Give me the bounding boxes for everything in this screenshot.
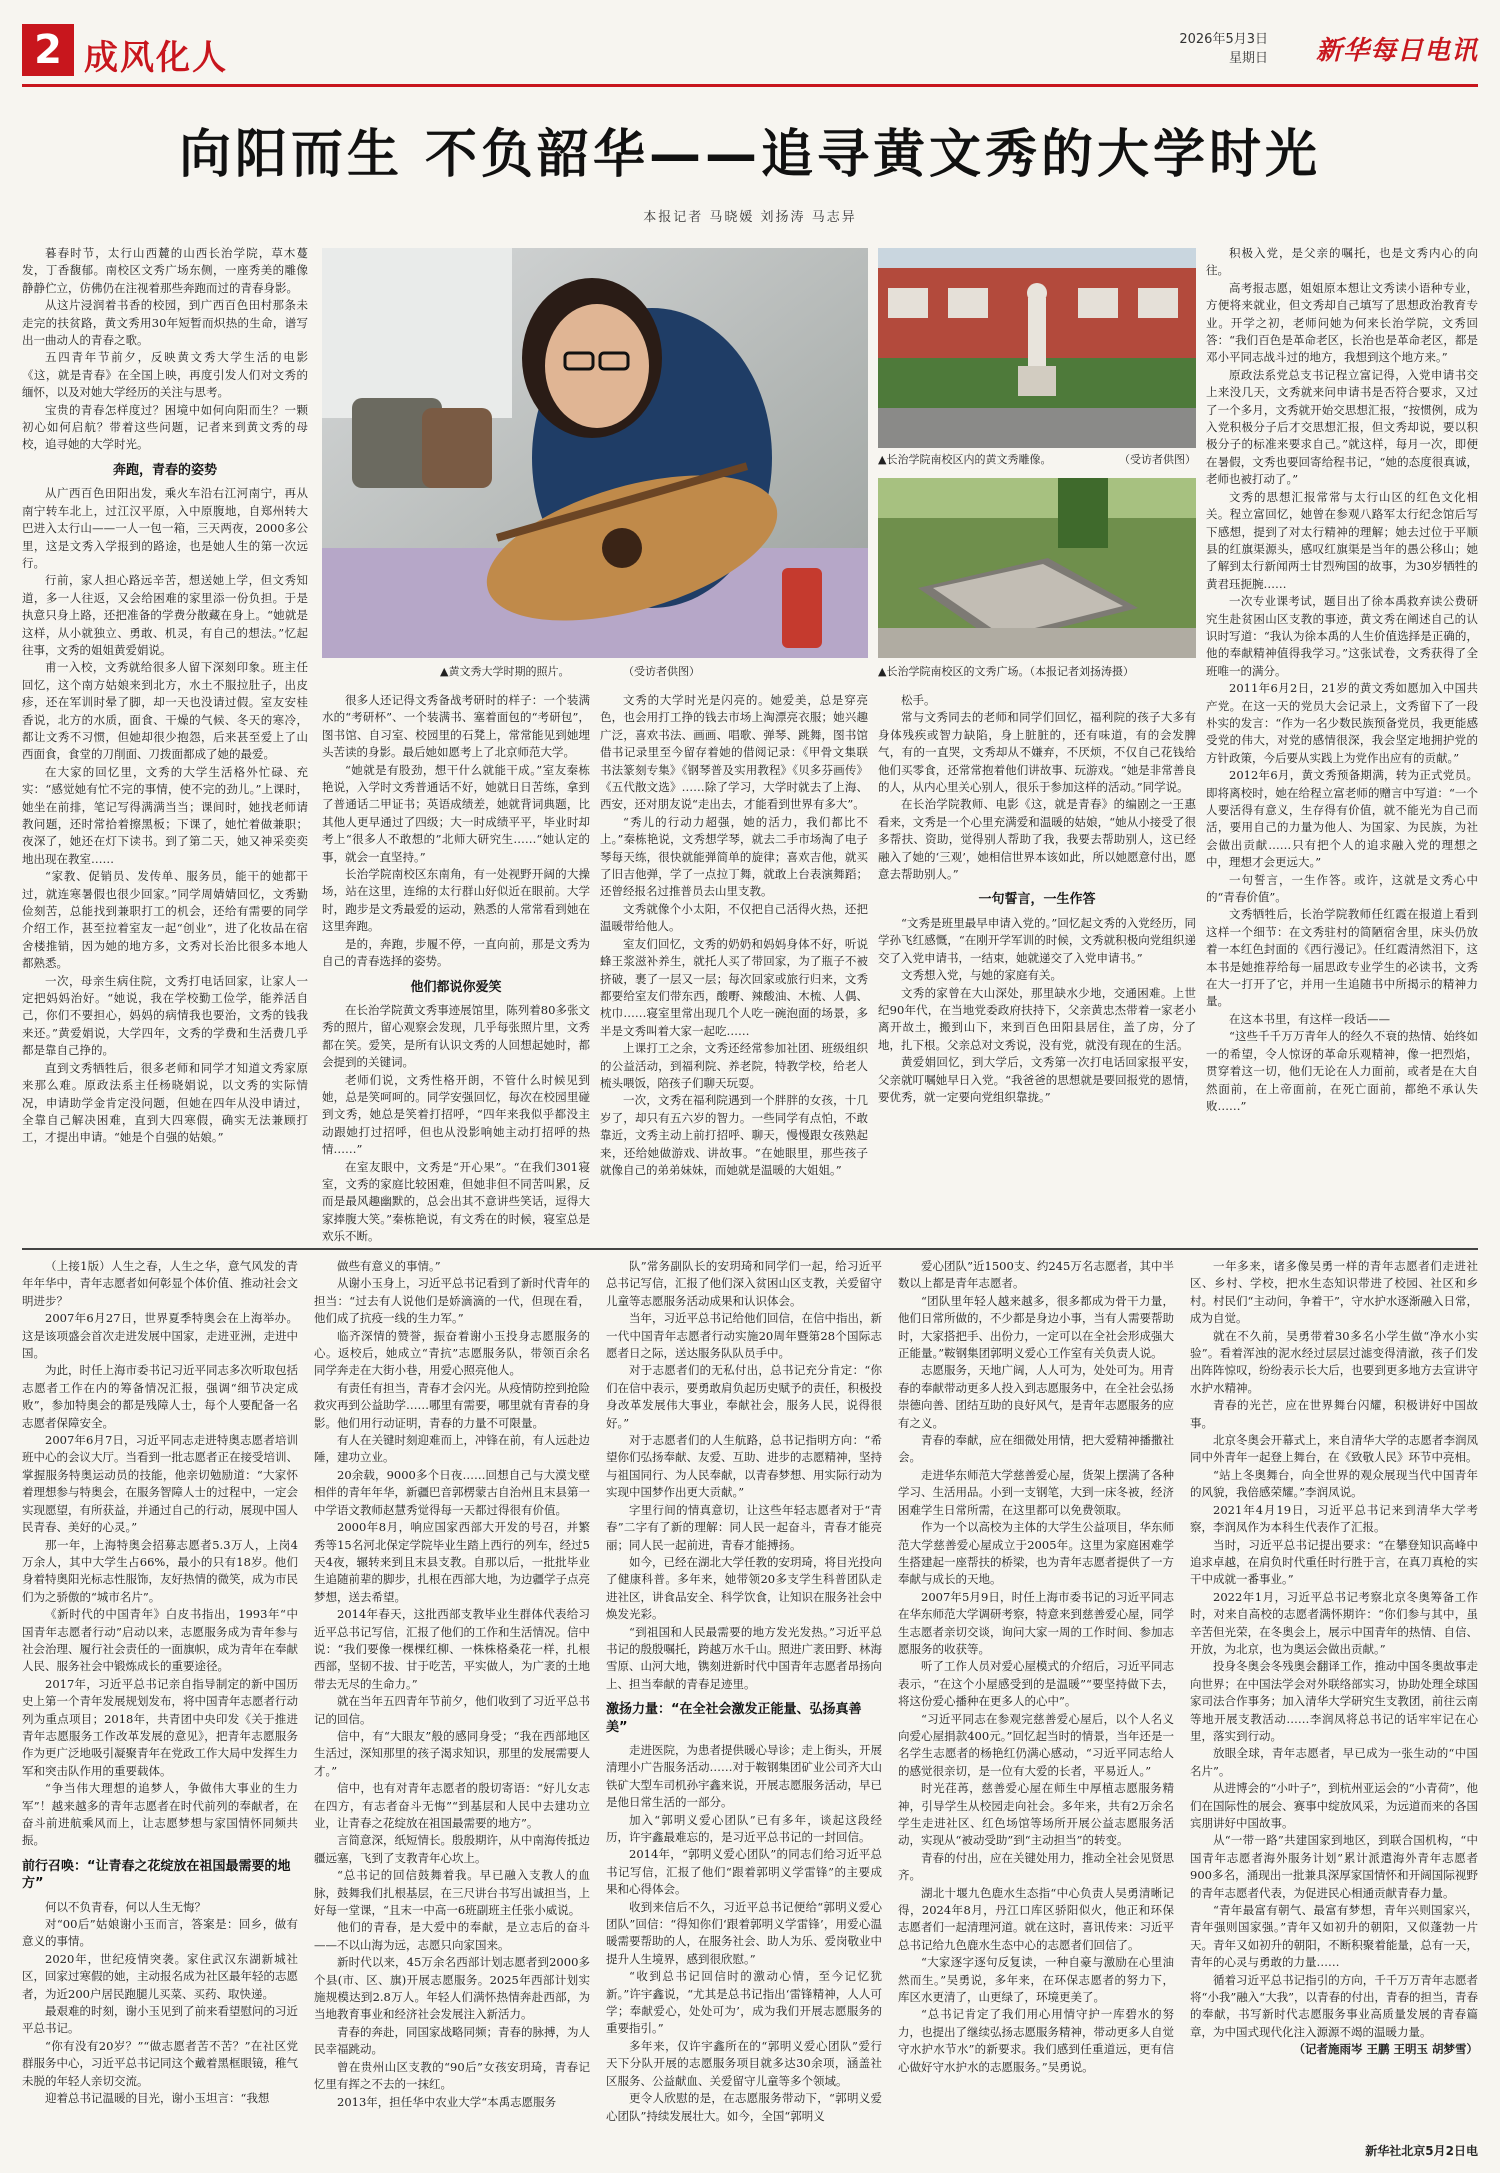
paragraph: 在这本书里，有这样一段话——	[1229, 1011, 1390, 1026]
issue-date: 2026年5月3日	[1179, 32, 1268, 47]
paragraph: 最艰难的时刻，谢小玉见到了前来看望慰问的习近平总书记。	[22, 2004, 298, 2036]
paragraph: “站上冬奥舞台，向全世界的观众展现当代中国青年的风貌，我倍感荣耀。”李润凤说。	[1190, 1467, 1478, 1500]
paragraph: “到祖国和人民最需要的地方发光发热。”习近平总书记的殷殷嘱托，跨越万水千山。照进广袤田野、林海雪原、山河大地，镌刻进新时代中国青年志愿者昂扬向上、担当奉献的青春足迹里。	[606, 1624, 882, 1691]
intro-paragraphs	[22, 245, 308, 454]
paragraph: 有人在关键时刻迎难而上，冲锋在前，有人远赴边陲，建功立业。	[314, 1433, 590, 1465]
paragraph: 一次，文秀在福利院遇到一个胖胖的女孩，十几岁了，却只有五六岁的智力。一些同学有点怕，不敢靠近，文秀主动上前打招呼、聊天，慢慢跟女孩熟起来，还给她做游戏、讲故事。“在她眼里，那些孩子就像自己的弟弟妹妹，而她就是温暖的大姐姐。”	[600, 1093, 868, 1177]
paragraph: 那一年，上海特奥会招募志愿者5.3万人，上岗4万余人，其中大学生占66%，最小的只有18岁。他们身着特奥阳光标志性服饰，友好热情的微笑，成为市民们为之骄傲的“城市名片”。	[22, 1537, 298, 1604]
paragraph: 对“00后”姑娘谢小玉而言，答案是：回乡，做有意义的事情。	[22, 1917, 298, 1949]
paragraph: 从进博会的“小叶子”，到杭州亚运会的“小青荷”，他们在国际性的展会、赛事中绽放风采，为远道而来的各国宾朋讲好中国故事。	[1190, 1781, 1478, 1830]
paragraph: 多年来，仅许宇鑫所在的“郭明义爱心团队”爱行天下分队开展的志愿服务项目就多达30余项，涵盖社区服务、公益献血、关爱留守儿童等多个领域。	[606, 2038, 882, 2088]
paragraph: 文秀牺牲后，长治学院教师任红霞在报道上看到这样一个细节：在文秀驻村的简陋宿舍里，床头仍放着一本红色封面的《西行漫记》。任红霞清然泪下，这本书是她推荐给每一届思政专业学生的必读书，文秀在大一打开了它，并用一生追随书中所揭示的精神力量。	[1206, 907, 1478, 1009]
paragraph: 从“一带一路”共建国家到地区，到联合国机构，“中国青年志愿者海外服务计划”累计派遣海外青年志愿者900多名，涌现出一批兼具深厚家国情怀和开阔国际视野的青年志愿者代表，为促进民心相通贡献青春力量。	[1190, 1833, 1478, 1900]
paragraph: 有责任有担当，青春才会闪光。从疫情防控到抢险救灾再到公益助学……哪里有需要，哪里就有青春的身影。他们用行动证明，青春的力量不可限量。	[314, 1380, 590, 1430]
paragraph: “大家逐字逐句反复读，一种自豪与激励在心里油然而生。”吴勇说，多年来，在环保志愿者的努力下，库区水更清了，山更绿了，环境更美了。	[898, 1955, 1174, 2005]
photo-illustration	[322, 248, 868, 658]
paragraph: 为此，时任上海市委书记习近平同志多次听取包括志愿者工作在内的筹备情况汇报，强调“细节决定成败”，参加特奥会的都是残障人士，每个人要配备一名志愿者保障安全。	[22, 1363, 298, 1430]
paragraph: 曾在贵州山区支教的“90后”女孩安玥琦，青春记忆里有挥之不去的一抹红。	[314, 2059, 590, 2092]
paragraph: 青春的奔赴，同国家战略同频；青春的脉搏，为人民幸福跳动。	[314, 2024, 590, 2057]
column-1	[22, 245, 308, 1245]
paragraph: 2012年6月，黄文秀预备期满，转为正式党员。即将离校时，她在给程立富老师的赠言中写道：“一个人要活得有意义，生存得有价值，就不能光为自己而活，要用自己的力量为他人、为国家、为民族，为社会做出贡献……只有把个人的追求融入党的理想之中，理想才会更远大。”	[1206, 768, 1478, 870]
column-2	[322, 692, 590, 1245]
bottom-column-5	[1190, 1258, 1478, 2138]
paragraph: 原政法系党总支书记程立富记得，入党申请书交上来没几天，文秀就来问申请书是否符合要求，又过了一个多月，文秀就开始交思想汇报，“按惯例，成为入党积极分子后才交思想汇报，但文秀却说，要以积极分子的标准来要求自己。”就这样，每月一次，即便在暑假，文秀也要回寄给程书记，“她的态度很真诚，老师也被打动了。”	[1206, 367, 1478, 487]
paragraph: “这些千千万万青年人的经久不衰的热情、始终如一的希望，令人惊讶的革命乐观精神，像一把烈焰，贯穿着这一切，他们无论在人力面前，或者是在大自然面前，在上帝面前，在死亡面前，都绝不承认失败……”	[1206, 1029, 1478, 1113]
bottom-column-2	[314, 1258, 590, 2138]
paragraph: 老师们说，文秀性格开朗，不管什么时候见到她，总是笑呵呵的。同学安强回忆，每次在校园里碰到文秀，她总是笑着打招呼，“四年来我似乎都没主动跟她打过招呼，但也从没影响她主动打招呼的热情……”	[322, 1072, 590, 1157]
paragraph: 信中，有“大眼友”般的感同身受；“我在西部地区生活过，深知那里的孩子渴求知识，那里的发展需要人才。”	[314, 1728, 590, 1778]
paragraph: “家教、促销员、发传单、服务员，能干的她都干过，就连寒暑假也很少回家。”同学周婧婧回忆，文秀勤俭刻苦，总能找到兼职打工的机会，还给有需要的同学介绍工作，甚至拉着室友一起“创业”，进了化妆品在宿舍楼推销，因为她的地方多，文秀对长治比很多本地人都熟悉。	[22, 869, 308, 971]
column-3	[600, 692, 868, 1245]
paragraph: 放眼全球，青年志愿者，早已成为一张生动的“中国名片”。	[1190, 1746, 1478, 1778]
paragraph: 黄爱娟回忆，到大学后，文秀第一次打电话回家报平安，父亲就叮嘱她早日入党。“我爸爸的思想就是要回报党的恩情，要优秀，就一定要向党组织靠拢。”	[878, 1055, 1196, 1104]
paragraph: 从广西百色田阳出发，乘火车沿右江河南宁，再从南宁转车北上，过江汉平原，入中原腹地，自郑州转大巴进入太行山——一人一包一箱，三天两夜，2000多公里，这是文秀入学报到的路途，也是她人生的第一次远行。	[22, 486, 308, 570]
paragraph: 加入“郭明义爱心团队”已有多年，谈起这段经历，许宇鑫最难忘的，是习近平总书记的一封回信。	[606, 1812, 882, 1844]
paragraph: 文秀的大学时光是闪亮的。她爱美，总是穿亮色，也会用打工挣的钱去市场上淘漂亮衣服；她兴趣广泛，喜欢书法、画画、唱歌、弹琴、跳舞，图书馆借书记录里至今留存着她的借阅记录：《甲骨文集联书法篆刻专集》《钢琴普及实用教程》《贝多芬画传》《五代散文选》……除了学习，大学时就去了上海、西安，还对朋友说“走出去，才能看到世界有多大”。	[600, 693, 868, 812]
paragraph: 迎着总书记温暖的目光，谢小玉坦言：“我想	[45, 2091, 270, 2106]
paragraph: 20余载，9000多个日夜……回想自己与大漠戈壁相伴的青年年华，新疆巴音郭楞蒙古自治州且末县第一中学语文教师赵慧秀觉得每一天都过得很有价值。	[314, 1467, 590, 1517]
paragraph: 《新时代的中国青年》白皮书指出，1993年“中国青年志愿者行动”启动以来，志愿服务成为青年参与社会治理、履行社会责任的一面旗帜，成为青年在奉献人民、服务社会中锻炼成长的重要途径。	[22, 1607, 298, 1674]
paragraph: 更令人欣慰的是，在志愿服务带动下，“郭明义爱心团队”持续发展壮大。如今，全国“郭明义	[606, 2091, 882, 2123]
subhead-positive-energy: 激扬力量：“在全社会激发正能量、弘扬真善美”	[606, 1702, 862, 1735]
paragraph: 常与文秀同去的老师和同学们回忆，福利院的孩子大多有身体残疾或智力缺陷，身上脏脏的，还有味道，有的会发脾气，有的一直哭，文秀却从不嫌弃，不厌烦，不仅自己花钱给他们买零食，还常常抱着他们讲故事、玩游戏。“她是非常善良的人，从内心里关心别人，很乐于参加这样的活动。”同学说。	[878, 710, 1196, 795]
paragraph: 青春的奉献，应在细微处用情，把大爱精神播撒社会。	[898, 1433, 1174, 1465]
paragraph: 是的，奔跑，步履不停，一直向前，那是文秀为自己的青春选择的姿势。	[322, 936, 590, 969]
paragraph: “争当伟大理想的追梦人，争做伟大事业的生力军”！越来越多的青年志愿者在时代前列的奉献者，在奋斗前进航乘风而上，让志愿梦想与家国情怀同频共振。	[22, 1781, 298, 1848]
paragraph: “总书记的回信鼓舞着我。早已融入支教人的血脉，鼓舞我们扎根基层，在三尺讲台书写出诚担当，上好每一堂课，“且末一中高一6班副班主任张小威说。	[314, 1868, 590, 1918]
paragraph: 如今，已经在湖北大学任教的安玥琦，将目光投向了健康科普。多年来，她带领20多支学生科普团队走进社区，讲食品安全、科学饮食，让知识在服务社会中焕发光彩。	[606, 1554, 882, 1622]
paragraph: 宝贵的青春怎样度过？困境中如何向阳而生？一颗初心如何启航？带着这些问题，记者来到黄文秀的母校，追寻她的大学时光。	[22, 402, 308, 452]
paragraph: 高考报志愿，姐姐原本想让文秀读小语种专业，方便将来就业，但文秀却自己填写了思想政治教育专业。开学之初，老师问她为何来长治学院，文秀回答：“我们百色是革命老区，长治也是革命老区，都是邓小平同志战斗过的地方，我想到这个地方来。”	[1206, 280, 1478, 365]
paragraph: 文秀的思想汇报常常与太行山区的红色文化相关。程立富回忆，她曾在参观八路军太行纪念馆后写下感想，提到了对太行精神的理解；她去过位于平顺县的红旗渠源头，感叹红旗渠是当年的愚公移山；她了解到太行新闻两士甘烈殉国的故事，为30岁牺牲的黄君珏扼腕……	[1206, 489, 1478, 591]
caption-credit: （受访者供图）	[622, 665, 700, 678]
paragraph: 当年，习近平总书记给他们回信，在信中指出，新一代中国青年志愿者行动实施20周年暨第28个国际志愿者日之际，送达服务队队员手中。	[606, 1311, 882, 1361]
paragraph: 一句誓言，一生作答。或许，这就是文秀心中的“青春价值”。	[1206, 872, 1478, 905]
paragraph: 青春的付出，应在关键处用力，推动全社会见贤思齐。	[898, 1850, 1174, 1883]
newspaper-brand: 新华每日电讯	[1315, 36, 1478, 66]
section-divider	[22, 1248, 1478, 1250]
paragraph: 北京冬奥会开幕式上，来自清华大学的志愿者李润凤同中外青年一起登上舞台，在《致敬人民》环节中亮相。	[1190, 1433, 1478, 1465]
paragraph: 松手。	[901, 693, 936, 707]
paragraph: （上接1版）人生之春，人生之华，意气风发的青年年华中，青年志愿者如何彰显个体价值、推动社会文明进步？	[22, 1259, 298, 1308]
book-square-illustration	[878, 478, 1196, 658]
paragraph: 对于志愿者们的无私付出，总书记充分肯定：“你们在信中表示，要勇敢肩负起历史赋予的责任，积极投身改革发展伟大事业，奉献社会，服务人民，说得很好。”	[606, 1363, 882, 1430]
paragraph: 志愿服务，天地广阔，人人可为，处处可为。用青春的奉献带动更多人投入到志愿服务中，在全社会弘扬崇德向善、团结互助的良好风气，是青年志愿服务的应有之义。	[898, 1363, 1174, 1430]
subhead-vow: 一句誓言，一生作答	[978, 892, 1096, 908]
paragraph: “总书记肯定了我们用心用情守护一库碧水的努力，也提出了继续弘扬志愿服务精神，带动更多人自觉守水护水节水”的新要求。我们感到任重道远，更有信心做好守水护水的志愿服务。”吴勇说。	[898, 2007, 1174, 2074]
paragraph: 他们的青春，是大爱中的奉献，是立志后的奋斗——不以山海为远，志愿只向家国来。	[314, 1920, 590, 1952]
column-4	[878, 692, 1196, 1245]
paragraph: 听了工作人员对爱心屋模式的介绍后，习近平同志表示，“在这个小屋感受到的是温暖”“要坚持做下去，将这份爱心播种在更多人的心中”。	[898, 1659, 1174, 1709]
paragraph: 2021年4月19日，习近平总书记来到清华大学考察，李润凤作为本科生代表作了汇报。	[1190, 1502, 1478, 1535]
paragraph: 2013年，担任华中农业大学“本禹志愿服务	[337, 2094, 557, 2109]
paragraph: “秀儿的行动力超强，她的活力，我们都比不上。”秦栋艳说，文秀想学琴，就去二手市场淘了电子琴每天练，很快就能弹简单的旋律；喜欢吉他，就买了旧吉他弹，学了一点拉丁舞，就敢上台表演舞蹈；还曾经报名过推普员去山里支教。	[600, 814, 868, 899]
article-headline: 向阳而生 不负韶华——追寻黄文秀的大学时光	[178, 125, 1322, 185]
paragraph: 2022年1月，习近平总书记考察北京冬奥筹备工作时，对来自高校的志愿者满怀期许：“你们参与其中，虽辛苦但光荣，在冬奥会上，展示中国青年的热情、自信、开放，为北京，也为奥运会做出贡献。”	[1190, 1589, 1478, 1656]
paragraph: 在大家的回忆里，文秀的大学生活格外忙碌、充实：“感觉她有忙不完的事情，使不完的劲儿。”上课时，她坐在前排，笔记写得满满当当；课间时，她找老师请教问题，还时常拾着擦黑板；下课了，她忙着做兼职；夜深了，她还在灯下读书。到了第二天，她又神采奕奕地出现在教室……	[22, 764, 308, 866]
paragraph: 室友们回忆，文秀的奶奶和妈妈身体不好，听说蜂王浆滋补养生，就托人买了带回家，为了瓶子不被挤破，裹了一层又一层；每次回家或旅行归来，文秀都要给室友们带东西，酸嘢、辣酸油、木梳、人偶、枕巾……寝室里常出现几个人吃一碗泡面的场景，多半是文秀叫着大家一起吃……	[600, 936, 868, 1038]
paragraph: “习近平同志在参观完慈善爱心屋后，以个人名义向爱心屋捐款400元。”回忆起当时的情景，当年还是一名学生志愿者的杨艳红仍满心感动，“习近平同志给人的感觉很亲切，是一位有大爱的长者，平易近人。”	[898, 1711, 1174, 1778]
photo-book-square	[878, 478, 1196, 658]
paragraph: 从这片浸润着书香的校园，到广西百色田村那条未走完的扶贫路，黄文秀用30年短暂而炽热的生命，谱写出一曲动人的青春之歌。	[22, 298, 308, 348]
paragraph: “你有没有20岁？”“做志愿者苦不苦？”在社区党群服务中心，习近平总书记同这个戴着黑框眼镜，稚气未脱的年轻人亲切交流。	[22, 2038, 298, 2088]
photo-huang-wenxiu-guitar	[322, 248, 868, 658]
statue-caption	[878, 452, 1196, 467]
paragraph: 上课打工之余，文秀还经常参加社团、班级组织的公益活动，到福利院、养老院，特教学校，给老人梳头喂饭，陪孩子们聊天玩耍。	[600, 1041, 868, 1090]
paragraph: 投身冬奥会冬残奥会翻译工作，推动中国冬奥故事走向世界；在中国法学会对外联络部实习，协助处理全球国家司法合作事务；加入清华大学研究生支教团，前往云南等地开展支教活动……李润凤将总书记的话牢牢记在心里，落实到行动。	[1190, 1659, 1478, 1743]
paragraph: 循着习近平总书记指引的方向，千千万万青年志愿者将“小我”融入“大我”，以青春的付出，青春的担当，青春的奉献，书写新时代志愿服务事业高质量发展的青春篇章，为中国式现代化注入源源不竭的温暖力量。	[1190, 1972, 1478, 2039]
subhead-smile: 他们都说你爱笑	[410, 979, 502, 995]
photo-statue	[878, 248, 1196, 448]
reporters-credit: （记者施雨岑 王鹏 王明玉 胡梦雪）	[1293, 2042, 1478, 2057]
paragraph: 2000年8月，响应国家西部大开发的号召，并繁秀等15名河北保定学院毕业生踏上西行的列车，经过5天4夜，辗转来到且末县支教。自那以后，一批批毕业生追随前辈的脚步，扎根在西部大地，为边疆学子点亮梦想，送去希望。	[314, 1520, 590, 1604]
paragraph: 暮春时节，太行山西麓的山西长治学院，草木蔓发，丁香馥郁。南校区文秀广场东侧，一座秀美的雕像静静伫立，仿佛仍在注视着那些奔跑而过的青春身影。	[22, 246, 308, 295]
paragraph: 2011年6月2日，21岁的黄文秀如愿加入中国共产党。在这一天的党员大会记录上，文秀留下了一段朴实的发言：“作为一名少数民族预备党员，我更能感受党的伟大，对党的感情很深，我会坚定地拥护党的方针政策，今后要从实践上为党作出应有的贡献。”	[1206, 681, 1478, 765]
caption-credit: （受访者供图）	[1119, 453, 1196, 466]
paragraph: 文秀的家曾在大山深处，那里缺水少地，交通困难。上世纪90年代，在当地党委政府扶持下，父亲黄忠杰带着一家老小离开故土，搬到山下，来到百色田阳县居住，盖了房，分了地，扎下根。父亲总对文秀说，没有党，就没有现在的生活。	[878, 985, 1196, 1052]
paragraph: 在长治学院黄文秀事迹展馆里，陈列着80多张文秀的照片，留心观察会发现，几乎每张照片里，文秀都在笑。爱笑，是所有认识文秀的人回想起她时，都会提到的关键词。	[322, 1002, 590, 1070]
paragraph: 队”常务副队长的安玥琦和同学们一起，给习近平总书记写信，汇报了他们深入贫困山区支教，关爱留守儿童等志愿服务活动成果和认识体会。	[606, 1259, 882, 1308]
paragraph: 甫一入校，文秀就给很多人留下深刻印象。班主任回忆，这个南方姑娘来到北方，水土不服拉肚子，出皮疹，还在军训时晕了脚，却一天也没请过假。室友安桂香说，北方的水质，面食、干燥的气候、冬天的寒冷，都让文秀不习惯，但她却很少抱怨，后来甚至爱上了山西面食，食堂的刀削面、刀拨面都成了她的最爱。	[22, 660, 308, 762]
paragraph: 积极入党，是父亲的嘱托，也是文秀内心的向往。	[1206, 246, 1478, 278]
paragraph: 文秀就像个小太阳，不仅把自己活得火热，还把温暖带给他人。	[600, 901, 868, 934]
masthead	[22, 20, 1478, 90]
paragraph: 新时代以来，45万余名西部计划志愿者到2000多个县(市、区、旗)开展志愿服务。2025年西部计划实施规模达到2.8万人。年轻人们满怀热情奔赴西部，为当地教育事业和经济社会发展注入新活力。	[314, 1955, 590, 2022]
paragraph: 长治学院南校区东南角，有一处视野开阔的大操场，站在这里，连绵的太行群山好似近在眼前。大学时，跑步是文秀最爱的运动，熟悉的人常常看到她在这里奔跑。	[322, 867, 590, 934]
paragraph: 直到文秀牺牲后，很多老师和同学才知道文秀家原来那么难。原政法系主任杨晓娟说，以文秀的实际情况，申请助学金肯定没问题，但她在四年从没申请过，全靠自己解决困难，直到大四寒假，确实无法兼顾打工，才提出申请。“她是个自强的姑娘。”	[22, 1060, 308, 1145]
section-name: 成风化人	[84, 38, 228, 78]
paragraph: 很多人还记得文秀备战考研时的样子：一个装满水的“考研杯”、一个装满书、塞着面包的“考研包”，图书馆、自习室、校园里的石凳上，常常能见到她埋头苦读的身影。最后她如愿考上了北京师范大学。	[322, 693, 590, 760]
paragraph: 五四青年节前夕，反映黄文秀大学生活的电影《这，就是青春》在全国上映，再度引发人们对文秀的缅怀，以及对她大学经历的关注与思考。	[22, 350, 308, 400]
paragraph: 爱心团队”近1500支、约245万名志愿者，其中半数以上都是青年志愿者。	[898, 1259, 1174, 1291]
book-square-caption: ▲长治学院南校区的文秀广场。（本报记者刘扬涛摄）	[878, 665, 1134, 678]
paragraph: 从谢小玉身上，习近平总书记看到了新时代青年的担当：“过去有人说他们是娇滴滴的一代，但现在看，他们成了抗疫一线的生力军。”	[314, 1276, 590, 1326]
paragraph: 2007年6月27日，世界夏季特奥会在上海举办。这是该项盛会首次走进发展中国家，走进亚洲，走进中国。	[22, 1311, 298, 1361]
caption-text: ▲黄文秀大学时期的照片。	[440, 665, 570, 678]
paragraph: 青春的光芒，应在世界舞台闪耀，积极讲好中国故事。	[1190, 1398, 1478, 1430]
bottom-column-4	[898, 1258, 1174, 2138]
dateline: 新华社北京5月2日电	[1365, 2144, 1478, 2158]
paragraph: “团队里年轻人越来越多，很多都成为骨干力量，他们日常所做的，不少都是身边小事，当有人需要帮助时，大家搭把手、出份力，一定可以在全社会形成强大正能量。”鞍钢集团郭明义爱心工作室有关负责人说。	[898, 1293, 1174, 1361]
article-byline: 本报记者 马晓媛 刘扬涛 马志异	[643, 210, 857, 225]
column-5	[1206, 245, 1478, 1245]
paragraph: “青年最富有朝气、最富有梦想，青年兴则国家兴，青年强则国家强。”青年又如初升的朝阳，又似蓬勃一片天。青年又如初升的朝阳，不断积聚着能量，总有一天，青年的心灵与勇敢的力量……	[1190, 1903, 1478, 1970]
statue-illustration	[878, 248, 1196, 448]
paragraph: 行前，家人担心路远辛苦，想送她上学，但文秀知道，多一人往返，又会给困难的家里添一份负担。于是执意只身上路，还把准备的学费分散藏在身上。“她就是这样，从小就独立、勇敢、机灵，有自己的想法。”忆起往事，文秀的姐姐黄爱娟说。	[22, 573, 308, 657]
paragraph: 湖北十堰九色鹿水生态指“中心负责人吴勇清晰记得，2024年8月，丹江口库区骄阳似火，他正和环保志愿者们一起清理河道。就在这时，喜讯传来：习近平总书记给九色鹿水生态中心的志愿者们回信了。	[898, 1885, 1174, 1952]
paragraph: “她就是有股劲，想干什么就能干成。”室友秦栋艳说，入学时文秀普通话不好，她就日日苦练，拿到了普通话二甲证书；英语成绩差，她就背词典题，比其他人更早通过了四级；大一时成绩平平，毕业时却考上“很多人不敢想的”北师大研究生……“她认定的事，就会一直坚持。”	[322, 762, 590, 864]
paragraph: 做些有意义的事情。”	[337, 1259, 441, 1273]
paragraph: 2014年，“郭明义爱心团队”的同志们给习近平总书记写信，汇报了他们“跟着郭明义学雷锋”的主要成果和心得体会。	[606, 1847, 882, 1897]
paragraph: 言简意深，纸短情长。殷殷期许，从中南海传抵边疆远塞，飞到了支教青年心坎上。	[314, 1833, 590, 1865]
paragraph: 临齐深情的赞誉，振奋着谢小玉投身志愿服务的心。返校后，她成立“青抗”志愿服务队，带领百余名同学奔走在大街小巷，用爱心照亮他人。	[314, 1328, 590, 1378]
caption-text: ▲长治学院南校区内的黄文秀雕像。	[878, 453, 1052, 466]
paragraph: 走进医院，为患者提供暖心导诊；走上街头，开展清理小广告服务活动……对于鞍钢集团矿业公司齐大山铁矿大型车司机孙宇鑫来说，开展志愿服务活动，早已是他日常生活的一部分。	[606, 1742, 882, 1810]
subhead-forward-call: 前行召唤：“让青春之花绽放在祖国最需要的地方”	[22, 1858, 291, 1892]
paragraph: 一次，母亲生病住院，文秀打电话回家，让家人一定把妈妈治好。“她说，我在学校勤工俭学，能养活自己，你们不要担心，妈妈的病情我也要治，文秀的钱我来还。”黄爱娟说，大学四年，文秀的学费和生活费几乎都是靠自己挣的。	[22, 973, 308, 1058]
masthead-rule	[22, 84, 1478, 87]
paragraph: 2017年，习近平总书记亲自指导制定的新中国历史上第一个青年发展规划发布，将中国青年志愿者行动列为重点项目；2018年，共青团中央印发《关于推进青年志愿服务工作改革发展的意见》，把青年志愿服务作为更广泛地吸引凝聚青年在党政工作大局中发挥生力军和突击队作用的重要载体。	[22, 1676, 298, 1778]
paragraph: 字里行间的情真意切，让这些年轻志愿者对于“青春”二字有了新的理解：同人民一起奋斗，青春才能亮丽；同人民一起前进，青春才能搏扬。	[606, 1502, 882, 1552]
issue-date-block	[1179, 30, 1268, 68]
paragraph: 收到来信后不久，习近平总书记便给“郭明义爱心团队”回信：“得知你们‘跟着郭明义学雷锋’，用爱心温暖需要帮助的人，在服务社会、助人为乐、爱岗敬业中提升人生境界，感到很欣慰。”	[606, 1899, 882, 1966]
paragraph: 一年多来，诸多像吴勇一样的青年志愿者们走进社区、乡村、学校，把水生态知识带进了校园、社区和乡村。村民们“主动问，争着干”，守水护水逐渐融入日常，成为自觉。	[1190, 1259, 1478, 1326]
paragraph: “文秀是班里最早申请入党的。”回忆起文秀的入党经历，同学孙飞红感慨，“在刚开学军训的时候，文秀就积极向党组织递交了入党申请书，一结束，她就递交了入党申请书。”	[878, 915, 1196, 965]
paragraph: 信中，也有对青年志愿者的殷切寄语：“好儿女志在四方，有志者奋斗无悔”“到基层和人民中去建功立业，让青春之花绽放在祖国最需要的地方”。	[314, 1781, 590, 1830]
paragraph: 在长治学院教师、电影《这，就是青春》的编剧之一王惠看来，文秀是一个心里充满爱和温暖的姑娘，“她从小接受了很多帮扶、资助，觉得别人帮助了我，我要去帮助别人，这已经融入了她的‘三观’，她相信世界本该如此，所以她愿意付出，愿意去帮助别人。”	[878, 797, 1196, 882]
paragraph: 就在当年五四青年节前夕，他们收到了习近平总书记的回信。	[314, 1694, 590, 1726]
paragraph: 就在不久前，吴勇带着30多名小学生做“净水小实验”。看着浑浊的泥水经过层层过滤变得清澈，孩子们发出阵阵惊叹，纷纷表示长大后，也要到更多地方去宣讲守水护水精神。	[1190, 1328, 1478, 1395]
paragraph: 2007年5月9日，时任上海市委书记的习近平同志在华东师范大学调研考察，特意来到慈善爱心屋，同学生志愿者亲切交谈，询问大家一周的工作时间、参加志愿服务的收获等。	[898, 1589, 1174, 1656]
paragraph: 作为一个以高校为主体的大学生公益项目，华东师范大学慈善爱心屋成立于2005年。这里为家庭困难学生搭建起一座帮扶的桥梁，也为青年志愿者提供了一方奉献与成长的天地。	[898, 1520, 1174, 1587]
main-photo-caption	[440, 664, 780, 679]
paragraph: 何以不负青春，何以人生无悔？	[45, 1899, 206, 1914]
paragraph: 一次专业课考试，题目出了徐本禹救弃读公费研究生赴贫困山区支教的事迹，黄文秀在阐述自己的认识时写道：“我认为徐本禹的人生价值选择是正确的，他的奉献精神值得我学习。”这张试卷，文秀获得了全班唯一的满分。	[1206, 594, 1478, 678]
page-number: 2	[22, 24, 74, 76]
paragraph: 当时，习近平总书记提出要求：“在攀登知识高峰中追求卓越，在肩负时代重任时行胜于言，在真刀真枪的实干中成就一番事业。”	[1190, 1537, 1478, 1587]
paragraph: 走进华东师范大学慈善爱心屋，货架上摆满了各种学习、生活用品。小到一支钢笔，大到一床冬被，经济困难学生日常所需，在这里都可以免费领取。	[898, 1467, 1174, 1517]
paragraph: 2020年，世纪疫情突袭。家住武汉东湖新城社区，回家过寒假的她，主动报名成为社区最年轻的志愿者，为近200户居民跑腿儿买菜、买药、取快递。	[22, 1951, 298, 2001]
issue-weekday: 星期日	[1228, 51, 1268, 66]
paragraph: 2014年春天，这批西部支教毕业生群体代表给习近平总书记写信，汇报了他们的工作和生活情况。信中说：“我们要像一棵棵红柳、一株株格桑花一样，扎根西部，坚韧不拔、甘于吃苦，平实做人，为广袤的土地带去无尽的生命力。”	[314, 1607, 590, 1691]
paragraph: 在室友眼中，文秀是“开心果”。“在我们301寝室，文秀的家庭比较困难，但她非但不同苦叫累，反而是最风趣幽默的，总会出其不意讲些笑话，逗得大家捧腹大笑。”秦栋艳说，有文秀在的时候，寝室总是欢乐不断。	[322, 1159, 590, 1244]
paragraph: 文秀想入党，与她的家庭有关。	[901, 968, 1062, 983]
bottom-column-1	[22, 1258, 298, 2138]
paragraph: 时光荏苒，慈善爱心屋在师生中厚植志愿服务精神，引导学生从校园走向社会。多年来，共有2万余名学生走进社区、红色场馆等场所开展公益志愿服务活动，实现从“被动受助”到“主动担当”的转变。	[898, 1781, 1174, 1848]
subhead-running: 奔跑，青春的姿势	[112, 462, 217, 478]
paragraph: 2007年6月7日，习近平同志走进特奥志愿者培训班中心的会议大厅。当看到一批志愿者正在接受培训、掌握服务特奥运动员的技能，他亲切勉励道：“大家怀着理想参与特奥会，在服务智障人士的过程中，一定会实现愿望，有所获益，并通过自己的行动，展现中国人民青春、美好的心灵。”	[22, 1433, 298, 1535]
paragraph: “收到总书记回信时的激动心情，至今记忆犹新。”许宇鑫说，“尤其是总书记指出‘雷锋精神，人人可学；奉献爱心，处处可为’，成为我们开展志愿服务的重要指引。”	[606, 1969, 882, 2036]
paragraph: 对于志愿者们的人生航路，总书记指明方向：“希望你们弘扬奉献、友爱、互助、进步的志愿精神，坚持与祖国同行、为人民奉献，以青春梦想、用实际行动为实现中国梦作出更大贡献。”	[606, 1433, 882, 1500]
bottom-column-3	[606, 1258, 882, 2138]
